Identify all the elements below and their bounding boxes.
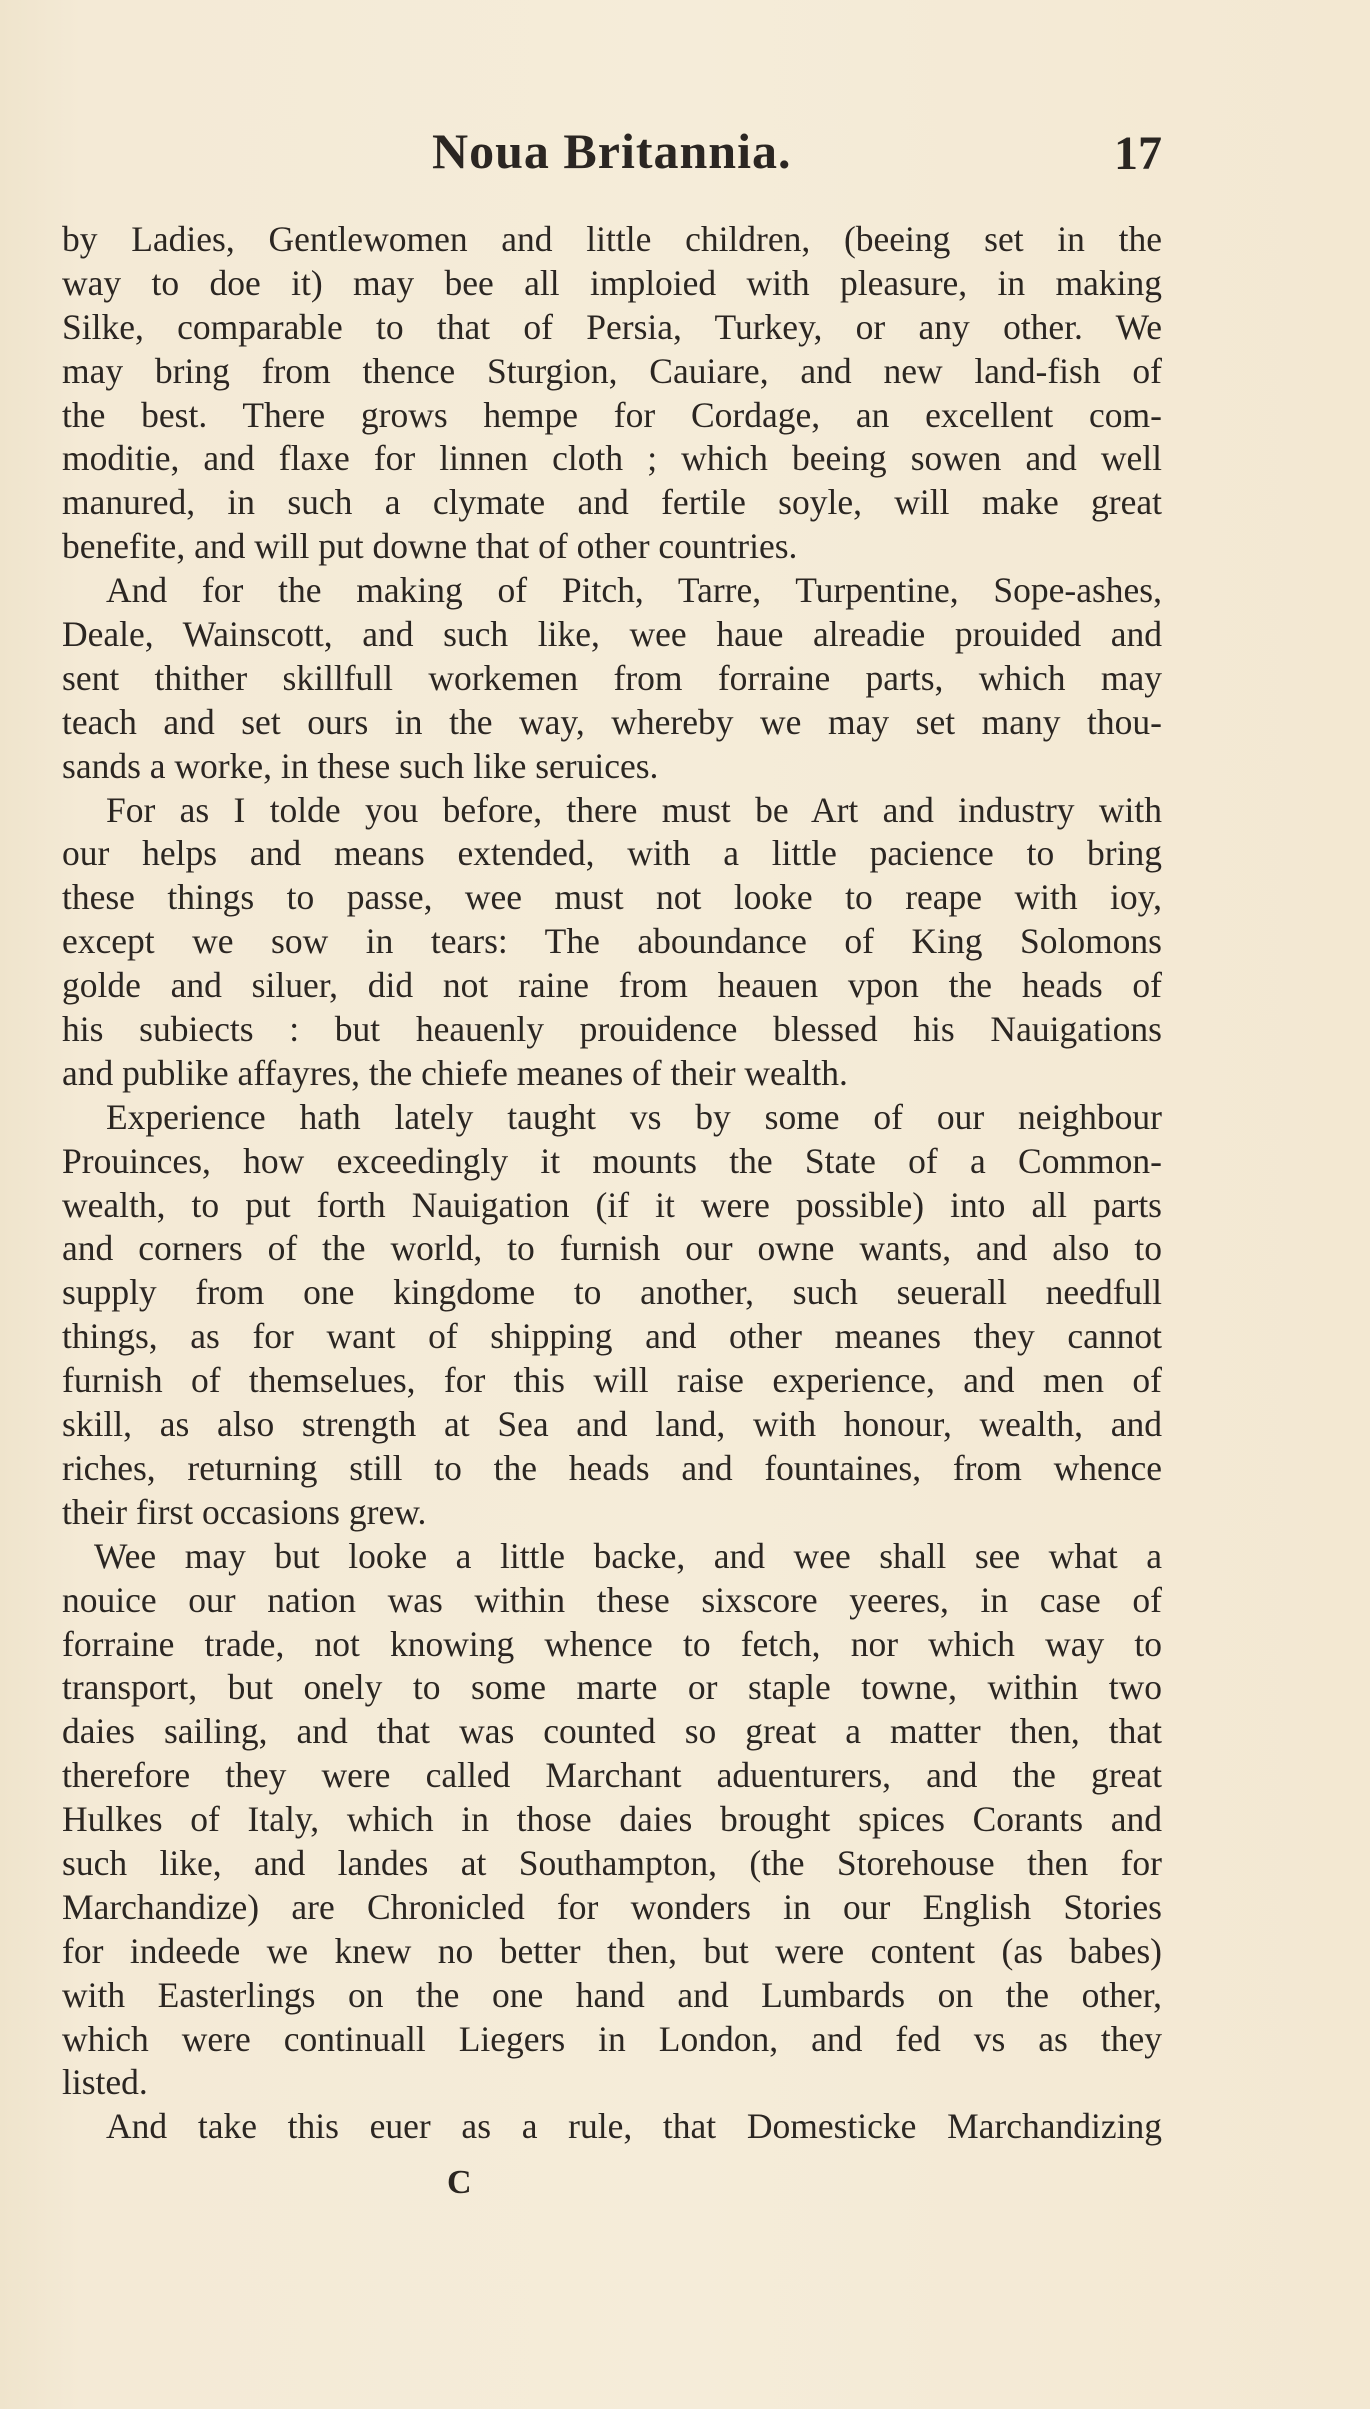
text-line: and corners of the world, to furnish our owne wants, and also to [62,1228,1162,1269]
text-line: furnish of themselues, for this will raise experience, and men of [62,1360,1162,1401]
text-line: which were continuall Liegers in London, and fed vs as they [62,2018,1162,2059]
text-line: except we sow in tears: The aboundance of King Solomons [62,921,1162,962]
text-line: Silke, comparable to that of Persia, Turkey, or any other. We [62,306,1162,347]
text-line: For as I tolde you before, there must be Art and industry with [106,789,1162,830]
text-line: such like, and landes at Southampton, (the Storehouse then for [62,1842,1162,1883]
text-line: and publike affayres, the chiefe meanes of their wealth. [62,1052,848,1093]
text-line: his subiects : but heauenly prouidence blessed his Nauigations [62,1009,1162,1050]
text-line: golde and siluer, did not raine from heauen vpon the heads of [62,965,1162,1006]
text-line: by Ladies, Gentlewomen and little children, (beeing set in the [62,219,1162,259]
text-line: our helps and means extended, with a little pacience to bring [62,833,1162,874]
text-line: manured, in such a clymate and fertile soyle, will make great [62,482,1162,523]
text-line: listed. [62,2062,148,2103]
text-line: things, as for want of shipping and other meanes they cannot [62,1316,1162,1357]
page-header [62,122,1162,182]
body-text [62,218,1162,2149]
text-line: Prouinces, how exceedingly it mounts the State of a Common- [62,1140,1162,1181]
text-line: And take this euer as a rule, that Domesticke Marchandizing [106,2106,1162,2147]
text-line: way to doe it) may bee all imploied with pleasure, in making [62,262,1162,303]
text-line: benefite, and will put downe that of other countries. [62,526,798,567]
text-line: these things to passe, wee must not looke to reape with ioy, [62,877,1162,918]
text-line: nouice our nation was within these sixscore yeeres, in case of [62,1579,1162,1620]
text-line: wealth, to put forth Nauigation (if it were possible) into all parts [62,1184,1162,1225]
text-line: their first occasions grew. [62,1491,427,1532]
text-line: sent thither skillfull workemen from forraine parts, which may [62,657,1162,698]
page-number: 17 [1114,127,1162,180]
text-line: for indeede we knew no better then, but were content (as babes) [62,1930,1162,1971]
signature-mark: C [447,2164,472,2201]
text-line: skill, as also strength at Sea and land, with honour, wealth, and [62,1404,1162,1445]
text-line: teach and set ours in the way, whereby we may set many thou- [62,701,1162,742]
text-line: forraine trade, not knowing whence to fetch, nor which way to [62,1623,1162,1664]
text-line: Hulkes of Italy, which in those daies brought spices Corants and [62,1799,1162,1840]
text-line: with Easterlings on the one hand and Lumbards on the other, [62,1974,1162,2015]
text-line: the best. There grows hempe for Cordage, an excellent com- [62,394,1162,435]
text-line: riches, returning still to the heads and fountaines, from whence [62,1447,1162,1488]
running-title: Noua Britannia. [432,123,792,179]
text-line: daies sailing, and that was counted so great a matter then, that [62,1711,1162,1752]
text-line: And for the making of Pitch, Tarre, Turpentine, Sope-ashes, [106,570,1162,611]
text-line: Marchandize) are Chronicled for wonders in our English Stories [62,1886,1162,1927]
text-line: may bring from thence Sturgion, Cauiare, and new land-fish of [62,350,1162,391]
text-line: transport, but onely to some marte or staple towne, within two [62,1667,1162,1708]
text-line: supply from one kingdome to another, such seuerall needfull [62,1272,1162,1313]
text-line: Deale, Wainscott, and such like, wee haue alreadie prouided and [62,614,1162,655]
text-line: sands a worke, in these such like seruices. [62,745,659,786]
text-line: therefore they were called Marchant aduenturers, and the great [62,1755,1162,1796]
text-line: moditie, and flaxe for linnen cloth ; which beeing sowen and well [62,438,1162,479]
text-line: Experience hath lately taught vs by some of our neighbour [106,1096,1162,1137]
text-line: Wee may but looke a little backe, and wee shall see what a [94,1535,1162,1576]
